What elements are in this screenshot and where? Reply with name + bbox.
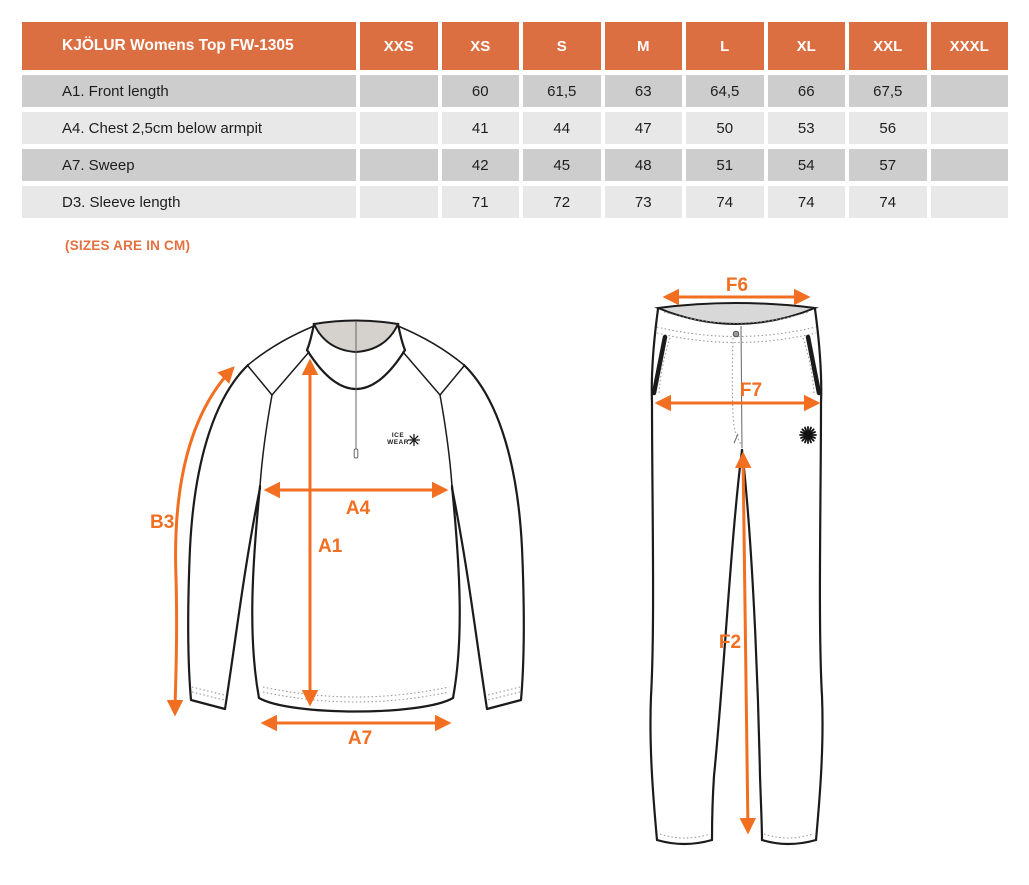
hem-stitch: [263, 687, 449, 697]
column-header-xxs: XXS: [360, 22, 438, 70]
b3-label: B3: [150, 512, 175, 533]
column-header-xs: XS: [442, 22, 520, 70]
table-cell: 51: [686, 149, 764, 181]
table-cell: [931, 186, 1009, 218]
left-hem: [657, 840, 712, 844]
table-cell: 50: [686, 112, 764, 144]
logo-text-wear: WEAR: [387, 439, 409, 446]
a4-label: A4: [345, 498, 371, 519]
table-cell: 63: [605, 75, 683, 107]
table-cell: 41: [442, 112, 520, 144]
right-hem-stitch: [764, 834, 813, 838]
a1-label: A1: [318, 536, 343, 557]
ice-wear-logo: [387, 432, 419, 446]
pants-sketch: [650, 303, 822, 844]
table-title: KJÖLUR Womens Top FW-1305: [22, 22, 356, 70]
table-cell: [360, 149, 438, 181]
table-cell: 61,5: [523, 75, 601, 107]
right-raglan-seam: [440, 395, 452, 486]
waist-opening: [658, 303, 815, 324]
column-header-m: M: [605, 22, 683, 70]
b3-arrow: [175, 368, 233, 714]
f7-label: F7: [739, 380, 763, 401]
table-cell: 42: [442, 149, 520, 181]
row-label: A4. Chest 2,5cm below armpit: [22, 112, 356, 144]
logo-snowflake-icon: [409, 435, 420, 446]
column-header-xxxl: XXXL: [931, 22, 1009, 70]
table-cell: 74: [849, 186, 927, 218]
left-cuff-stitch: [192, 687, 224, 695]
left-shoulder-seam: [248, 326, 314, 365]
table-cell: 56: [849, 112, 927, 144]
womens-top-diagram: [128, 288, 588, 813]
row-label: D3. Sleeve length: [22, 186, 356, 218]
f6-label: F6: [725, 276, 749, 296]
snowflake-icon: [800, 427, 816, 443]
row-label: A1. Front length: [22, 75, 356, 107]
size-table: [22, 22, 1008, 218]
column-header-s: S: [523, 22, 601, 70]
table-cell: 67,5: [849, 75, 927, 107]
table-cell: 71: [442, 186, 520, 218]
logo-text-ice: ICE: [391, 432, 405, 439]
column-header-xxl: XXL: [849, 22, 927, 70]
table-cell: 45: [523, 149, 601, 181]
right-hem: [762, 840, 816, 844]
pants-diagram: [618, 276, 908, 876]
left-hem-stitch: [660, 834, 710, 838]
table-cell: 74: [686, 186, 764, 218]
table-cell: 60: [442, 75, 520, 107]
waist-button-icon: [733, 331, 739, 337]
table-cell: 74: [768, 186, 846, 218]
table-cell: [360, 186, 438, 218]
table-cell: [931, 112, 1009, 144]
right-sleeve-outline: [452, 365, 524, 709]
table-cell: [931, 75, 1009, 107]
left-cuff-stitch: [192, 692, 224, 700]
row-label: A7. Sweep: [22, 149, 356, 181]
table-cell: 66: [768, 75, 846, 107]
table-cell: 54: [768, 149, 846, 181]
f2-label: F2: [718, 632, 742, 653]
left-raglan-seam: [260, 395, 272, 486]
table-cell: 64,5: [686, 75, 764, 107]
sizes-unit-note: (SIZES ARE IN CM): [65, 238, 191, 253]
table-cell: [931, 149, 1009, 181]
right-cuff-stitch: [488, 692, 520, 700]
a7-label: A7: [347, 728, 373, 749]
pants-measurements: [657, 276, 818, 832]
top-measurements: [150, 361, 449, 749]
table-cell: [360, 75, 438, 107]
table-cell: 72: [523, 186, 601, 218]
top-body-outline: [252, 486, 459, 712]
right-shoulder-seam: [398, 326, 464, 365]
table-cell: 44: [523, 112, 601, 144]
table-cell: 48: [605, 149, 683, 181]
right-cuff-stitch: [488, 687, 520, 695]
column-header-xl: XL: [768, 22, 846, 70]
table-cell: 47: [605, 112, 683, 144]
table-cell: 57: [849, 149, 927, 181]
zipper-pull-icon: [354, 449, 358, 458]
fly-detail: [734, 434, 738, 443]
column-header-l: L: [686, 22, 764, 70]
table-cell: 53: [768, 112, 846, 144]
table-cell: [360, 112, 438, 144]
table-cell: 73: [605, 186, 683, 218]
